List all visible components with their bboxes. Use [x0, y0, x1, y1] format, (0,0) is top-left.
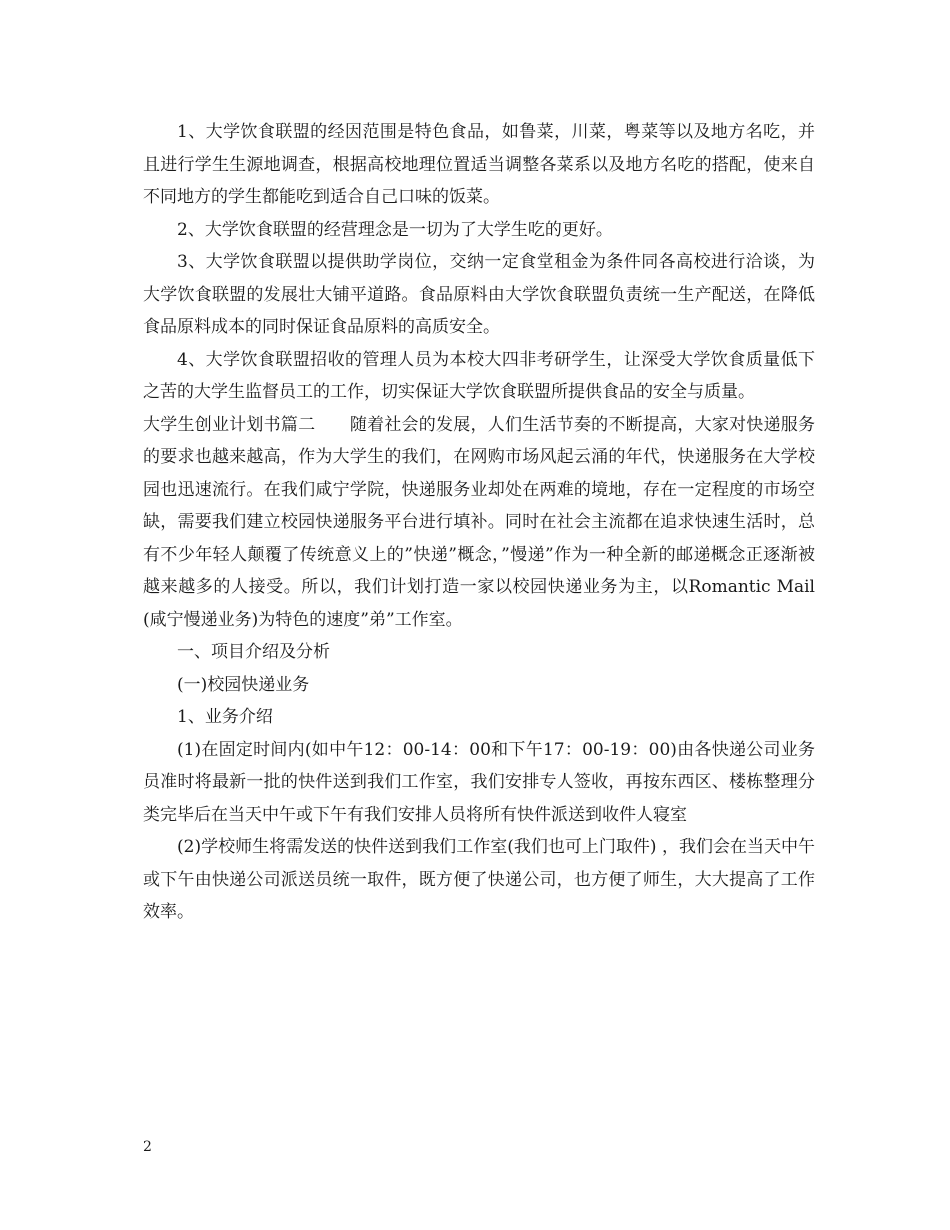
paragraph-management: 4、大学饮食联盟招收的管理人员为本校大四非考研学生，让深受大学饮食质量低下之苦的大学生监督员工的工作，切实保证大学饮食联盟所提供食品的安全与质量。 [143, 349, 815, 402]
document-body [143, 116, 815, 929]
section-heading-project: 一、项目介绍及分析 [177, 642, 330, 662]
paragraph-philosophy: 2、大学饮食联盟的经营理念是一切为了大学生吃的更好。 [177, 219, 613, 240]
page-number: 2 [143, 1139, 152, 1155]
item-heading-business: 1、业务介绍 [177, 707, 273, 727]
paragraph-plan-two-intro: 大学生创业计划书篇二 随着社会的发展，人们生活节奏的不断提高，大家对快递服务的要求也越来越高，作为大学生的我们，在网购市场风起云涌的年代，快递服务在大学校园也迅速流行。在我们咸宁学院，快递服务业却处在两难的境地，存在一定程度的市场空缺，需要我们建立校园快递服务平台进行填补。同时在社会主流都在追求快速生活时，总有不少年轻人颠覆了传统意义上的”快递”概念，”慢递”作为一种全新的邮递概念正逐渐被越来越多的人接受。所以，我们计划打造一家以校园快递业务为主，以Romantic Mail(咸宁慢递业务)为特色的速度”弟”工作室。 [143, 414, 815, 630]
paragraph-delivery: (1)在固定时间内(如中午12：00-14：00和下午17：00-19：00)由各快递公司业务员准时将最新一批的快件送到我们工作室，我们安排专人签收，再按东西区、楼栋整理分类完毕后在当天中午或下午有我们安排人员将所有快件派送到收件人寝室 [143, 739, 815, 825]
paragraph-sending: (2)学校师生将需发送的快件送到我们工作室(我们也可上门取件) ，我们会在当天中午或下午由快递公司派送员统一取件，既方便了快递公司，也方便了师生，大大提高了工作效率。 [143, 837, 815, 922]
paragraph-scope: 1、大学饮食联盟的经因范围是特色食品，如鲁菜，川菜，粤菜等以及地方名吃，并且进行学生生源地调查，根据高校地理位置适当调整各菜系以及地方名吃的搭配，使来自不同地方的学生都能吃到适合自己口味的饭菜。 [143, 122, 815, 207]
paragraph-cooperation: 3、大学饮食联盟以提供助学岗位，交纳一定食堂租金为条件同各高校进行洽谈，为大学饮食联盟的发展壮大铺平道路。食品原料由大学饮食联盟负责统一生产配送，在降低食品原料成本的同时保证食品原料的高质安全。 [143, 252, 815, 337]
subsection-heading-express: (一)校园快递业务 [177, 674, 310, 695]
